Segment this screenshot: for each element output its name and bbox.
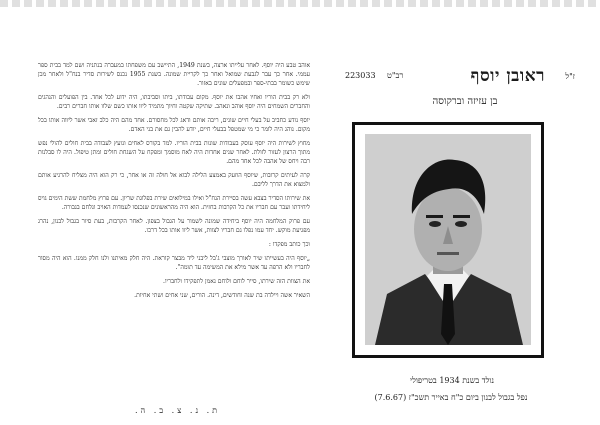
soldier-name: ראובן יוסף bbox=[470, 66, 545, 86]
paragraph-1: אוהב טבע היה יוסף. לאחר עלייתו ארצה, בשנת 1949, התיישב עם משפחתו במעברה בנתניה ושם למד בבית ספר עממי. אחר כך עבר לגבעת שמואל ואחר כך לקריית שמונה. בשנת 1955 נכנס לשירות סדיר בנח"ל ולאחר מכן שימש כשומר בבתי-ספר ובמפעלים שונים באזור. bbox=[38, 62, 310, 87]
zl-abbrev: ז"ל bbox=[565, 72, 575, 81]
birth-caption: נולד בשנת 1934 בטריפולי bbox=[409, 376, 495, 385]
paragraph-4: מחוץ לשירות היה יוסף עוסק בעבודות שונות בבית הוריו. למד בקורס לאחים ונועץ לעבודה בבית חולים להולי נפש מתוך הרצון לעזור לזולת. לאחר שנים אחדות היה לאח מוסמך ומפקח על השגחת חולים ומתן טיפול. היה לו סבלנות רבה ויחס של אהבה לכל אחד מהם. bbox=[38, 140, 310, 165]
serial-number: 223033 bbox=[345, 71, 376, 80]
paragraph-5: קרה לעיתים קרובות, שיוסף הוזעק באמצע הלילה לבוא אל חולה זה או אחר, כי רק הוא היה מצליח להרגיע אותם ולמצוא את הדרך לליבם. bbox=[38, 172, 310, 188]
portrait-photo bbox=[365, 134, 531, 345]
paragraph-11: השאיר אשה ויילדה בת שנה וחודשים, דינה. הורים, שני אחים ושתי אחיות. bbox=[134, 292, 310, 299]
paragraph-2: ולא רק בבית הוריו ואחיו אהבו את יוסף. מקום עבודתו, ביתו וסביבתו, היה ידוע לכל אחד. בין הפועלים והנהגים והחברים השמחים היה יוסף אוהב ונאהב. שתיקה שקטה וחיוך מתמיד ליוו אותו כשם שלוו אותו חברים רבים. bbox=[38, 94, 310, 110]
scan-edge bbox=[0, 0, 600, 7]
initials: ת. נ. צ. ב. ה. bbox=[135, 406, 221, 415]
paragraph-10: את הצוות הזה שירתו, סייר לוחם ולוחם נאמן לתפקידו ולחבריו. bbox=[163, 278, 310, 285]
paragraph-8: וכך כותב מפקדו : bbox=[268, 241, 310, 248]
paragraph-7: עם פרוק המלחמה היה יוסף ביחידה שמונה לשמור על הגבול בצפון. לאחר הקרבות, בעת סיור בגבול לבנון, נהרג מפגיעת מוקש. יחד עמו נפלו גם חבריו לצוות, אשר ליוו אותו בכל דרכו. bbox=[38, 218, 310, 234]
paragraph-6: את שירותו הסדיר בצבא עשה בסיירת הנח"ל ואילו במילואים שירת בפלוגת שריון. עם פרוץ מלחמת ששת הימים גויס ליחידתו ועבר עם חבריו את כל הקרבות בחזית. הוא היה מהראשונים שנכנסו לעמדות האויב ונלחם בגבורה. bbox=[38, 195, 310, 211]
paragraph-3: יוסף נודע כחביב על בעלי חיים שונים, ריבה אותם ודאג לכל מחסורם. אחד מהם היה כלב זאבי אשר ליווה אותו בכל מקום. נוהג היה לומר כי מי שמטפל בבעלי חיים, יודע להבין גם את בני האדם. bbox=[38, 117, 310, 133]
fall-caption: נפל בגבול לבנון ביום כ"ח באייר תשכ"ז (7.6.67) bbox=[374, 393, 528, 402]
rank: רב"ט bbox=[387, 71, 404, 80]
commander-quote: „יוסף היה בעשייתו שיר לאורך מוצבי ג'בל ליבני ליד מבצר קוראת. היה חלק מאיתנו ולנו חלק ממנו. הוא היה מסור לחבריו ולא הרפה עד אשר מילא את המשימה עד תומה". bbox=[38, 255, 310, 271]
portrait-illustration bbox=[365, 134, 531, 345]
parents-line: בן עזיזה וברקוסה bbox=[432, 96, 498, 107]
memorial-header bbox=[345, 66, 575, 90]
biography-text bbox=[38, 61, 310, 401]
